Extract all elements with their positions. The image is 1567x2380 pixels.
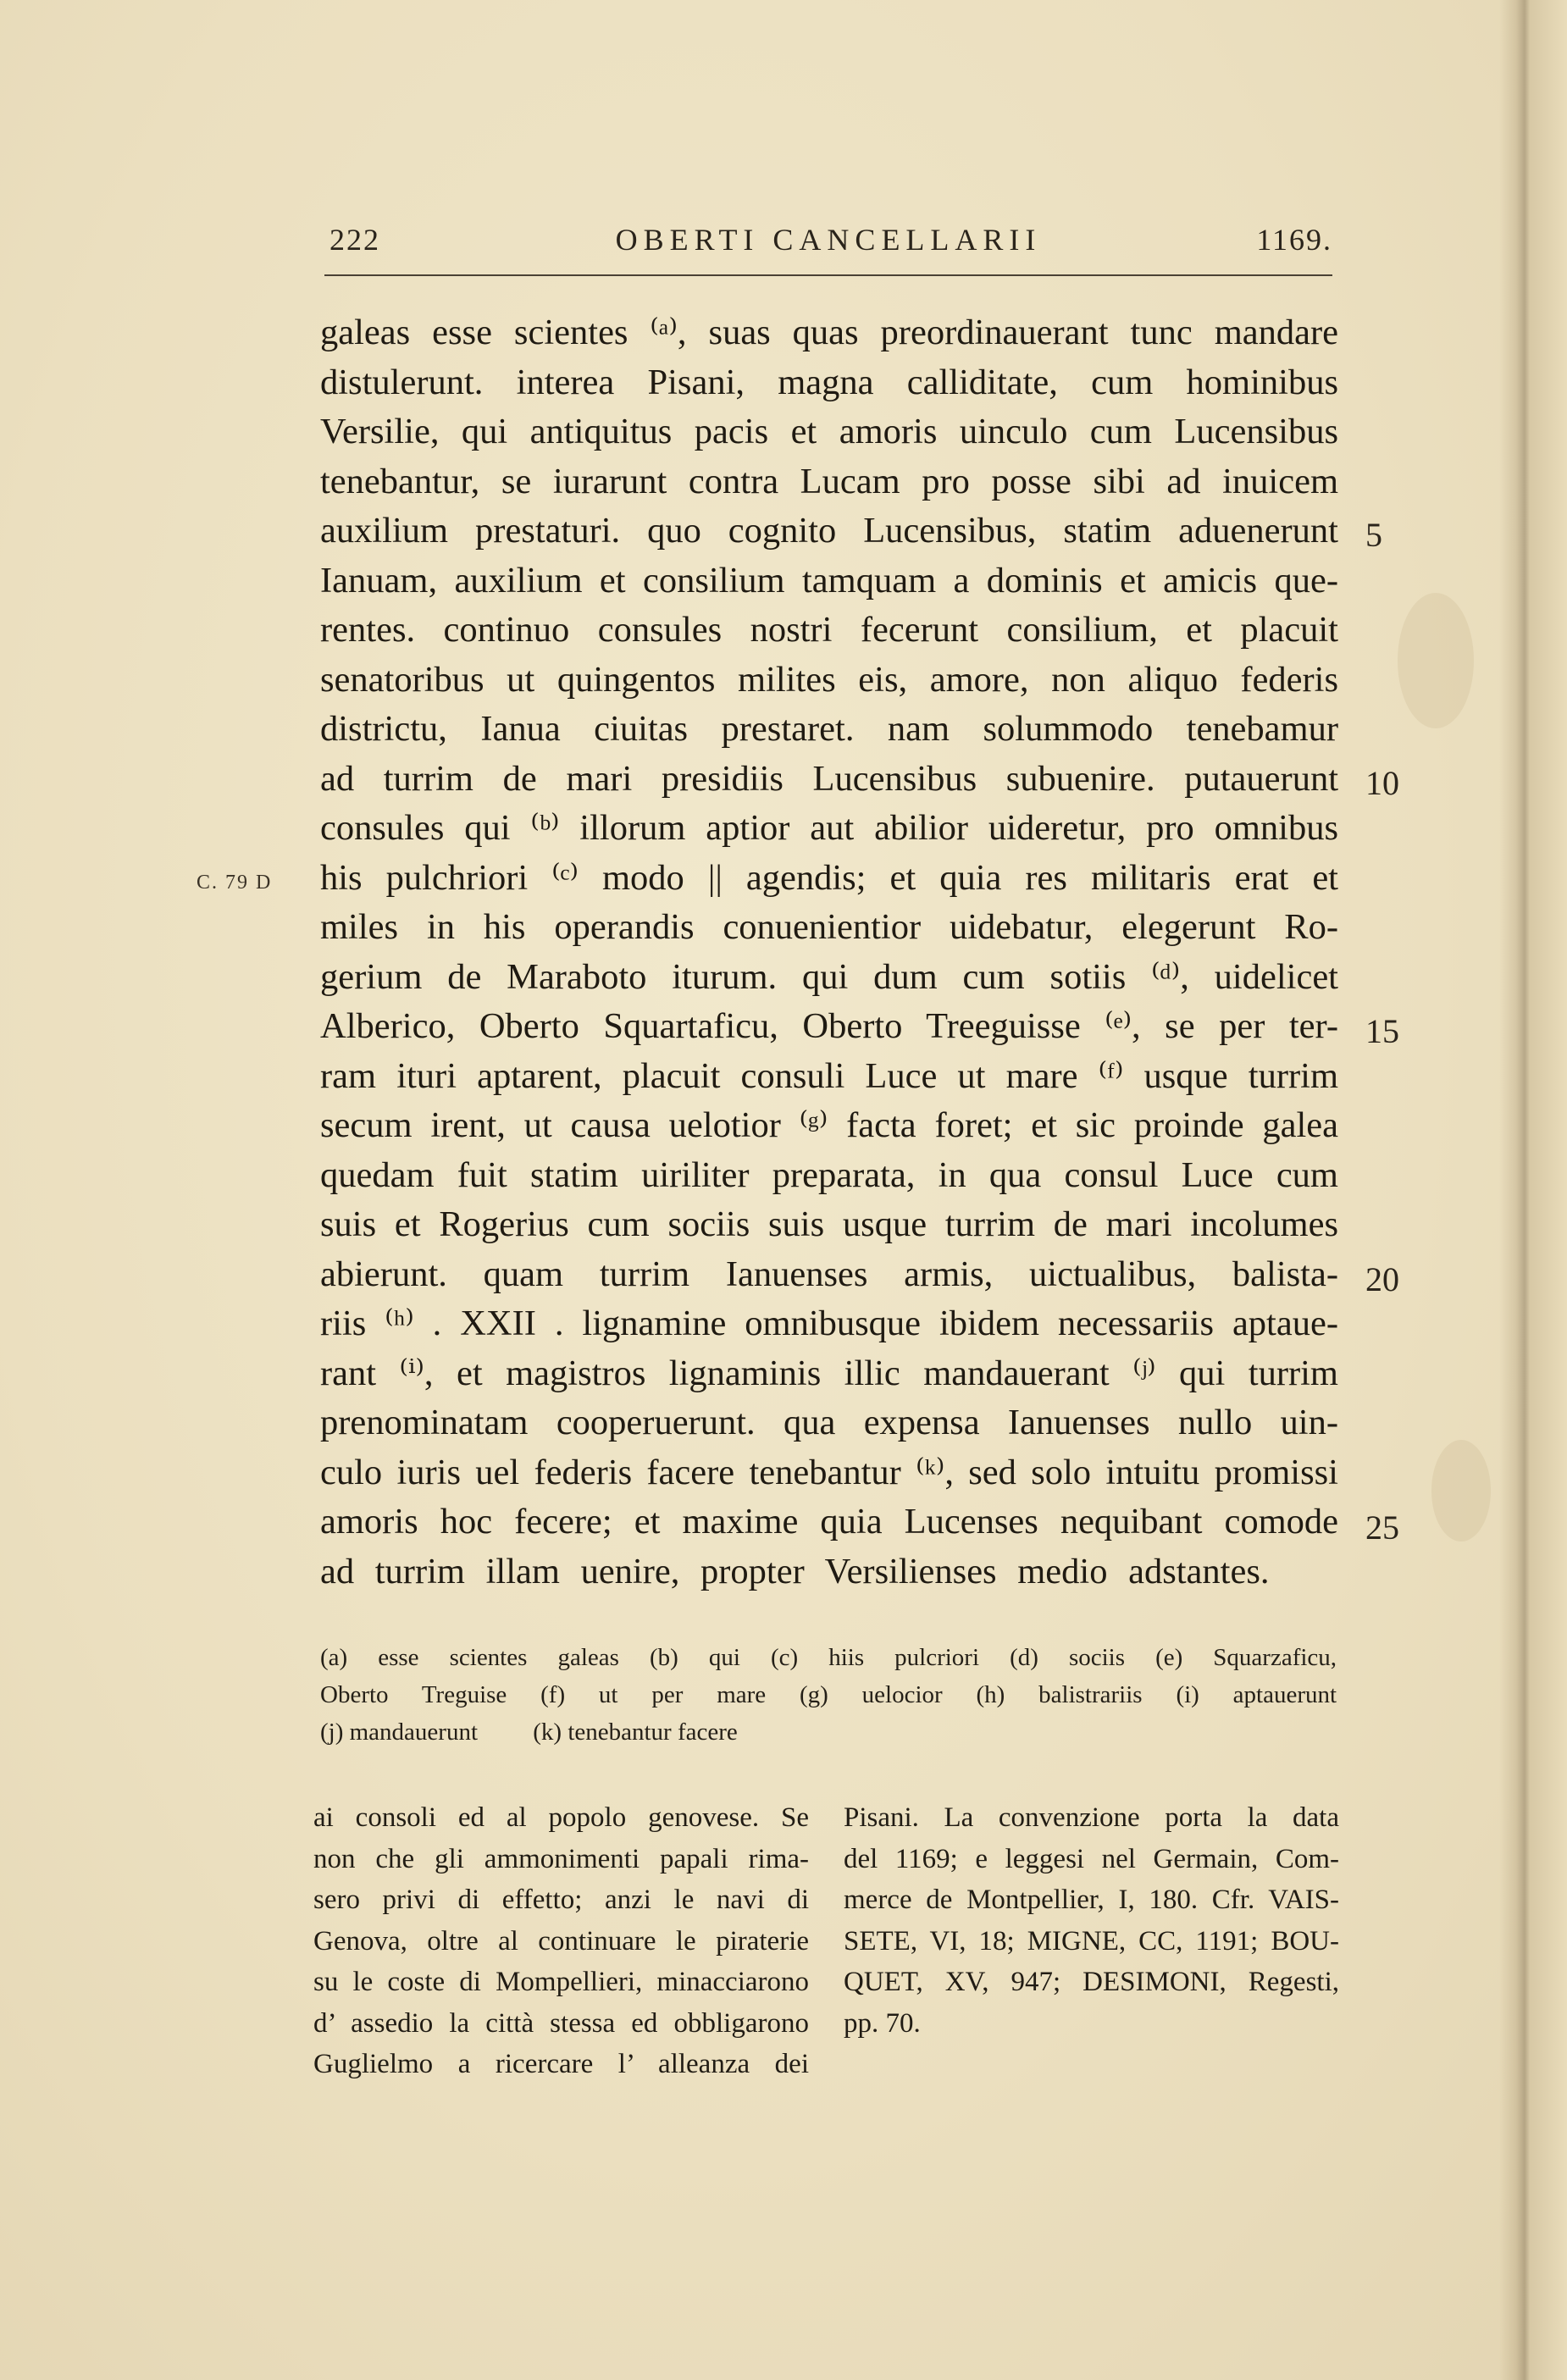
variant-item: (a) esse scientes galeas [320,1644,619,1671]
text-line: riis ⁽ʰ⁾ . XXII . lignamine omnibusque ibidem necessariis aptaue- [320,1303,1338,1343]
note-line: Guglielmo a ricercare l’ alleanza dei [313,2049,809,2079]
text-line: suis et Rogerius cum sociis suis usque turrim de mari incolumes [320,1204,1338,1244]
variant-readings [320,1639,1337,1751]
notes-right-column [844,1797,1339,2044]
note-line: Pisani. La convenzione porta la data [844,1802,1339,1833]
paper-stain [1431,1440,1491,1541]
note-line: sero privi di effetto; anzi le navi di [313,1885,809,1915]
note-line: su le coste di Mompellieri, minacciarono [313,1967,809,1997]
margin-note: C. 79 D [197,872,273,894]
variant-item: (k) tenebantur facere [533,1719,738,1746]
main-text [320,308,1338,1597]
note-line: ai consoli ed al popolo genovese. Se [313,1802,809,1833]
text-line: districtu, Ianua ciuitas prestaret. nam solummodo tenebamur [320,709,1338,749]
line-number: 15 [1365,1012,1399,1050]
text-line: tenebantur, se iurarunt contra Lucam pro posse sibi ad inuicem [320,461,1338,501]
note-line: QUET, XV, 947; DESIMONI, Regesti, [844,1967,1339,1997]
text-line: senatoribus ut quingentos milites eis, amore, non aliquo federis [320,659,1338,700]
text-line: abierunt. quam turrim Ianuenses armis, uictualibus, balista- [320,1254,1338,1294]
text-line: his pulchriori ⁽ᶜ⁾ modo || agendis; et quia res militaris erat et [320,857,1338,898]
text-line: secum irent, ut causa uelotior ⁽ᵍ⁾ facta foret; et sic proinde galea [320,1105,1338,1145]
line-number: 10 [1365,764,1399,802]
note-line: pp. 70. [844,2007,921,2039]
text-line: quedam fuit statim uiriliter preparata, in qua consul Luce cum [320,1154,1338,1195]
variant-item: (j) mandauerunt [320,1719,479,1746]
variant-item: (b) qui [649,1644,740,1671]
note-line: d’ assedio la città stessa ed obbligarono [313,2007,809,2039]
variant-item: (d) sociis [1010,1644,1125,1671]
paper-stain [1398,593,1474,728]
variant-item: (h) balistrariis [976,1681,1143,1708]
variant-item: (i) aptauerunt [1176,1681,1337,1708]
text-line: miles in his operandis conuenientior uidebatur, elegerunt Ro- [320,907,1338,947]
text-line: amoris hoc fecere; et maxime quia Lucenses nequibant comode [320,1502,1338,1541]
header-rule [324,274,1332,276]
text-line: Versilie, qui antiquitus pacis et amoris uinculo cum Lucensibus [320,412,1338,451]
text-line: consules qui ⁽ᵇ⁾ illorum aptior aut abilior uideretur, pro omnibus [320,808,1338,848]
text-line: ad turrim de mari presidiis Lucensibus subuenire. putauerunt [320,758,1338,799]
text-line: prenominatam cooperuerunt. qua expensa Ianuenses nullo uin- [320,1403,1338,1442]
variant-item: (e) Squarzaficu, [1155,1644,1337,1671]
text-line: rant ⁽ⁱ⁾, et magistros lignaminis illic mandauerant ⁽ʲ⁾ qui turrim [320,1353,1338,1393]
variant-item: (c) hiis pulcriori [770,1644,980,1671]
text-line: galeas esse scientes ⁽ᵃ⁾, suas quas preordinauerant tunc mandare [320,313,1338,352]
text-line: Ianuam, auxilium et consilium tamquam a dominis et amicis que- [320,560,1338,601]
variant-line [320,1676,1337,1713]
note-line: non che gli ammonimenti papali rima- [313,1843,809,1874]
text-line: gerium de Maraboto iturum. qui dum cum sotiis ⁽ᵈ⁾, uidelicet [320,956,1338,997]
text-line: rentes. continuo consules nostri fecerunt consilium, et placuit [320,610,1338,650]
text-line: ad turrim illam uenire, propter Versilienses medio adstantes. [320,1551,1270,1591]
text-line: Alberico, Oberto Squartaficu, Oberto Treeguisse ⁽ᵉ⁾, se per ter- [320,1006,1338,1046]
note-line: merce de Montpellier, I, 180. Cfr. VAIS- [844,1885,1339,1915]
note-line: Genova, oltre al continuare le piraterie [313,1925,809,1957]
variant-item: (g) uelocior [800,1681,943,1708]
running-title: OBERTI CANCELLARII [615,223,1042,257]
year-label: 1169. [1256,223,1332,257]
page-number: 222 [329,223,380,257]
note-line: del 1169; e leggesi nel Germain, Com- [844,1843,1339,1874]
variant-line [320,1639,1337,1676]
text-line: culo iuris uel federis facere tenebantur ⁽ᵏ⁾, sed solo intuitu promissi [320,1452,1338,1492]
text-line: ram ituri aptarent, placuit consuli Luce ut mare ⁽ᶠ⁾ usque turrim [320,1055,1338,1096]
line-number: 20 [1365,1260,1399,1298]
notes-left-column [313,1797,809,2085]
text-line: distulerunt. interea Pisani, magna calliditate, cum hominibus [320,362,1338,402]
variant-item: (f) ut per mare [540,1681,767,1708]
running-header [324,222,1332,264]
line-number: 25 [1365,1508,1399,1547]
variant-line [320,1713,1337,1751]
text-line: auxilium prestaturi. quo cognito Lucensibus, statim aduenerunt [320,511,1338,551]
variant-item: Oberto Treguise [320,1681,507,1708]
line-number: 5 [1365,516,1382,554]
note-line: SETE, VI, 18; MIGNE, CC, 1191; BOU- [844,1925,1339,1957]
